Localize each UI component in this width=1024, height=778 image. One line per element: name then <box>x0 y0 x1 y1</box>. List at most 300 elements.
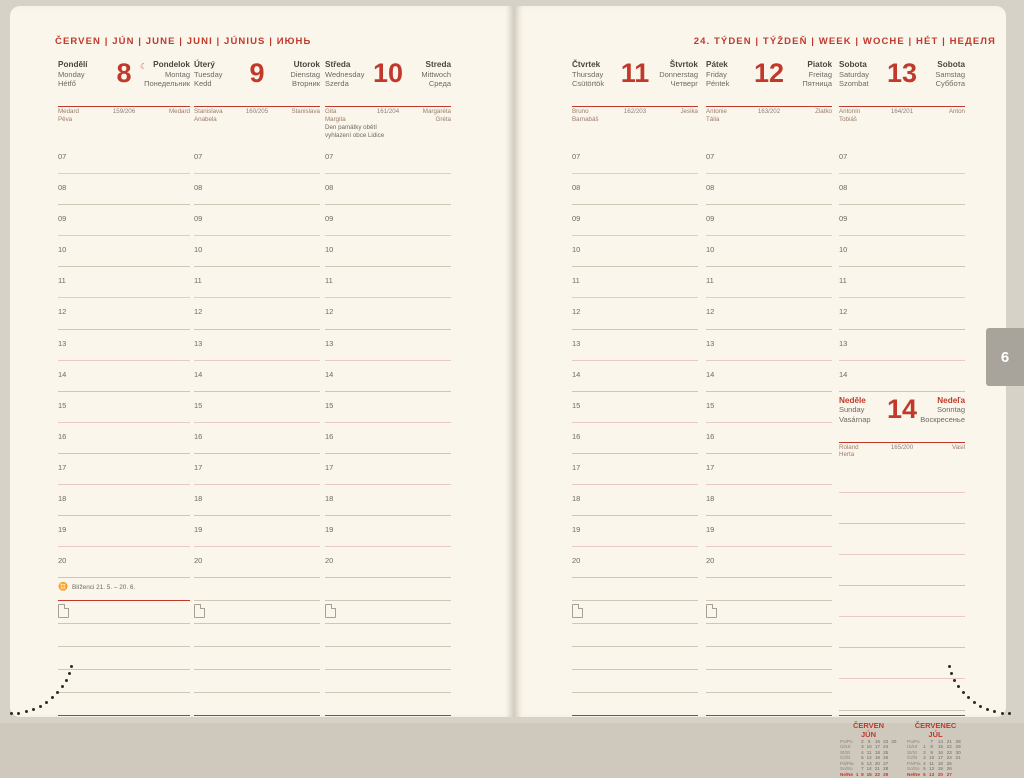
blank-row[interactable] <box>325 693 451 716</box>
hour-row[interactable] <box>572 205 698 236</box>
mini-calendar-cell <box>890 772 898 778</box>
notes-row[interactable] <box>325 601 451 624</box>
mini-calendar-cell: 5 <box>923 766 926 772</box>
nameday-row <box>839 107 965 124</box>
hour-label: 19 <box>572 525 581 535</box>
mini-calendar-cell: 27 <box>883 760 889 766</box>
hour-label: 17 <box>194 462 203 472</box>
hour-row[interactable] <box>572 516 698 547</box>
hour-row[interactable] <box>194 454 320 485</box>
hour-row[interactable] <box>572 423 698 454</box>
notes-row[interactable] <box>58 601 190 624</box>
hour-row[interactable] <box>706 330 832 361</box>
blank-row[interactable] <box>572 578 698 601</box>
hour-row[interactable] <box>194 205 320 236</box>
hour-row[interactable] <box>325 174 451 205</box>
hour-label: 10 <box>58 245 67 255</box>
mini-calendar-cell: 14 <box>937 738 943 744</box>
mini-calendar-cell: 6 <box>861 760 864 766</box>
hour-row[interactable] <box>572 174 698 205</box>
hour-lines <box>706 143 832 578</box>
hour-row[interactable] <box>325 205 451 236</box>
mini-calendar-cell: 7 <box>861 766 864 772</box>
day-names-right <box>290 60 320 89</box>
blank-row[interactable] <box>572 647 698 670</box>
hour-row[interactable] <box>58 392 190 423</box>
hour-label: 20 <box>325 556 334 566</box>
mini-calendar-daylabel: Pá/Pia <box>907 760 921 766</box>
mini-calendar-cell: 13 <box>866 760 872 766</box>
hour-row[interactable] <box>58 330 190 361</box>
day-name-en: Sunday <box>839 405 865 415</box>
blank-row[interactable] <box>58 624 190 647</box>
nameday-row <box>325 107 451 124</box>
day-names-right <box>935 60 965 89</box>
nameday-right-1: Anton <box>948 108 965 115</box>
hour-row[interactable] <box>194 423 320 454</box>
hour-label: 12 <box>325 307 334 317</box>
mini-calendar-cell: 12 <box>929 766 935 772</box>
hour-label: 11 <box>58 276 66 286</box>
hour-row[interactable] <box>706 298 832 329</box>
notes-row[interactable] <box>572 601 698 624</box>
nameday-left <box>839 444 859 459</box>
hour-row[interactable] <box>706 454 832 485</box>
hour-row[interactable] <box>58 298 190 329</box>
blank-row[interactable] <box>194 578 320 601</box>
mini-calendar-daylabel: Čt/Št <box>907 755 918 761</box>
hour-label: 18 <box>58 494 67 504</box>
mini-calendar-cell: 29 <box>955 744 961 750</box>
mini-calendar-daylabel: Čt/Št <box>840 755 851 761</box>
day-name-en: Saturday <box>839 69 870 79</box>
hour-row[interactable] <box>706 361 832 392</box>
day-header <box>325 60 451 104</box>
hour-label: 15 <box>58 400 67 410</box>
hour-row[interactable] <box>194 392 320 423</box>
day-number: 10 <box>372 58 404 88</box>
nameday-left-2: Margita <box>325 115 346 123</box>
month-tab[interactable]: 6 <box>986 328 1024 386</box>
day-names-right <box>421 60 451 89</box>
blank-row[interactable] <box>572 693 698 716</box>
hour-row[interactable] <box>58 485 190 516</box>
hour-label: 12 <box>706 307 715 317</box>
hour-label: 11 <box>194 276 202 286</box>
blank-row[interactable] <box>572 624 698 647</box>
hour-row[interactable] <box>325 236 451 267</box>
hour-label: 07 <box>839 152 848 161</box>
nameday-right <box>291 108 320 116</box>
blank-row[interactable] <box>839 555 965 586</box>
hour-row[interactable] <box>194 298 320 329</box>
hour-row[interactable] <box>572 485 698 516</box>
gemini-icon: ♊ <box>58 582 68 592</box>
hour-row[interactable] <box>58 516 190 547</box>
hour-row[interactable] <box>325 392 451 423</box>
corner-dot <box>68 672 71 675</box>
nameday-left <box>706 108 727 123</box>
mini-calendar-cell: 28 <box>883 766 889 772</box>
hour-row[interactable] <box>839 330 965 361</box>
blank-row[interactable] <box>706 670 832 693</box>
blank-row[interactable] <box>194 624 320 647</box>
mini-calendar-cell: 12 <box>866 755 872 761</box>
hour-row[interactable] <box>572 143 698 174</box>
blank-row[interactable] <box>194 647 320 670</box>
day-of-year: 161/204 <box>376 108 400 115</box>
note-icon <box>706 604 717 618</box>
hour-row[interactable] <box>572 298 698 329</box>
mini-calendar-cell: 1 <box>855 772 859 778</box>
nameday-left-2: Barnabáš <box>572 115 599 123</box>
blank-row[interactable] <box>325 578 451 601</box>
nameday-right-1: Jesika <box>680 108 698 115</box>
day-number: 13 <box>886 58 918 88</box>
hour-row[interactable] <box>194 236 320 267</box>
hour-label: 15 <box>706 400 715 410</box>
corner-dot <box>962 691 965 694</box>
day-names-left <box>839 396 871 425</box>
corner-dot <box>957 685 960 688</box>
day-column-tuesday <box>194 60 320 716</box>
hour-row[interactable] <box>194 143 320 174</box>
hour-row[interactable] <box>572 392 698 423</box>
mini-calendar-cell: 7 <box>930 738 933 744</box>
nameday-left-1: Roland <box>839 443 859 451</box>
hour-row[interactable] <box>58 174 190 205</box>
corner-dot <box>993 710 996 713</box>
mini-calendar-cell: 25 <box>946 760 952 766</box>
mini-calendar-cell: 18 <box>937 760 943 766</box>
day-name-sk: Streda <box>425 60 451 69</box>
day-number: 11 <box>620 58 650 88</box>
corner-dot <box>950 672 953 675</box>
mini-calendar-cell: 2 <box>923 749 926 755</box>
hour-row[interactable] <box>325 143 451 174</box>
mini-calendar-cell: 8 <box>861 772 864 778</box>
corner-dots-left <box>10 660 80 715</box>
mini-calendar-cell: 1 <box>923 744 926 750</box>
mini-calendars <box>839 715 965 778</box>
day-name-de: Donnerstag <box>659 69 698 79</box>
nameday-left-1: Antonín <box>839 108 861 115</box>
mini-calendar-cell: 20 <box>874 760 880 766</box>
blank-row[interactable] <box>706 578 832 601</box>
blank-row[interactable] <box>325 647 451 670</box>
corner-dot <box>25 710 28 713</box>
hour-row[interactable] <box>58 361 190 392</box>
book-gutter <box>506 6 522 717</box>
corner-dot <box>51 696 54 699</box>
hour-label: 12 <box>572 307 581 317</box>
hour-row[interactable] <box>58 236 190 267</box>
day-name-de: Mittwoch <box>421 69 451 79</box>
mini-calendar-cell: 28 <box>955 738 961 744</box>
hour-row[interactable] <box>839 174 965 205</box>
day-column-friday <box>706 60 832 716</box>
hour-label: 13 <box>839 338 848 348</box>
hour-label: 10 <box>325 245 334 255</box>
nameday-row <box>194 107 320 124</box>
hour-row[interactable] <box>839 143 965 174</box>
mini-calendar-daylabel: Út/Ut <box>840 744 851 750</box>
hour-label: 16 <box>706 431 715 441</box>
hour-label: 18 <box>706 494 715 504</box>
hour-label: 18 <box>572 494 581 504</box>
day-name-sk: Sobota <box>937 60 965 69</box>
hour-label: 09 <box>194 214 203 224</box>
hour-label: 10 <box>706 245 715 255</box>
hour-row[interactable] <box>706 236 832 267</box>
mini-calendar-cell: 31 <box>955 755 961 761</box>
mini-calendar-title-sk: JÚN <box>860 729 876 739</box>
hour-label: 20 <box>706 556 715 566</box>
hour-row[interactable] <box>58 547 190 578</box>
blank-row[interactable] <box>706 693 832 716</box>
hour-row[interactable] <box>325 298 451 329</box>
mini-calendar-cell: 14 <box>866 766 872 772</box>
hour-row[interactable] <box>194 330 320 361</box>
hour-row[interactable] <box>58 423 190 454</box>
hour-row[interactable] <box>194 547 320 578</box>
hour-row[interactable] <box>839 236 965 267</box>
hour-label: 16 <box>194 431 203 441</box>
day-name-hu: Vasárnap <box>839 414 871 424</box>
mini-calendar-cell: 6 <box>923 772 926 778</box>
hour-row[interactable] <box>58 267 190 298</box>
mini-calendar-cell: 10 <box>866 744 872 750</box>
corner-dot <box>979 705 982 708</box>
day-names-left <box>325 60 364 89</box>
day-name-sk: Nedeľa <box>937 395 965 405</box>
corner-dot <box>953 679 956 682</box>
hour-row[interactable] <box>194 361 320 392</box>
mini-calendar-cell: 15 <box>937 744 943 750</box>
blank-row[interactable] <box>839 586 965 617</box>
hour-row[interactable] <box>706 516 832 547</box>
hour-label: 17 <box>325 462 334 472</box>
holiday-note <box>839 124 965 141</box>
blank-row[interactable] <box>839 493 965 524</box>
hour-row[interactable] <box>194 485 320 516</box>
mini-calendar-title-cz: ČERVEN <box>852 720 885 730</box>
day-name-cz: Středa <box>325 60 351 69</box>
hour-label: 08 <box>325 183 334 193</box>
hour-row[interactable] <box>194 267 320 298</box>
holiday-note: Den památky obětí vyhlazení obce Lidice <box>325 124 385 139</box>
hour-label: 16 <box>58 431 67 441</box>
hour-label: 15 <box>194 400 203 410</box>
hour-label: 09 <box>706 214 715 224</box>
day-header <box>839 60 965 104</box>
day-name-hu: Szombat <box>839 79 869 88</box>
corner-dot <box>10 712 13 715</box>
left-page-header: ČERVEN | JÚN | JUNE | JUNI | JÚNIUS | ИЮНЬ <box>55 36 312 47</box>
hour-label: 15 <box>572 400 581 410</box>
day-names-right <box>659 60 698 89</box>
day-name-ru: Четверг <box>670 79 698 88</box>
hour-label: 17 <box>58 462 67 472</box>
day-name-hu: Hétfő <box>58 79 76 88</box>
hour-label: 07 <box>58 152 67 161</box>
blank-row[interactable] <box>839 462 965 493</box>
day-name-cz: Úterý <box>194 60 215 69</box>
hour-label: 19 <box>194 525 203 535</box>
day-name-ru: Воскресенье <box>920 414 965 424</box>
hour-row[interactable] <box>58 454 190 485</box>
blank-row[interactable] <box>325 670 451 693</box>
day-name-hu: Kedd <box>194 79 212 88</box>
hour-row[interactable] <box>572 330 698 361</box>
day-name-de: Freitag <box>808 69 832 79</box>
notes-row[interactable] <box>194 601 320 624</box>
day-name-sk: Utorok <box>293 60 320 69</box>
hour-row[interactable] <box>706 547 832 578</box>
day-name-de: Sonntag <box>937 405 965 415</box>
hour-label: 11 <box>706 276 714 286</box>
day-column-wednesday <box>325 60 451 716</box>
hour-label: 18 <box>194 494 203 504</box>
corner-dot <box>32 708 35 711</box>
day-header <box>58 60 190 104</box>
hour-row[interactable] <box>194 174 320 205</box>
nameday-left-2: Herta <box>839 451 855 459</box>
hour-label: 11 <box>572 276 580 286</box>
nameday-right <box>949 108 965 116</box>
day-name-en: Wednesday <box>325 69 365 79</box>
hour-row[interactable] <box>706 485 832 516</box>
corner-dot <box>45 701 48 704</box>
hour-row[interactable] <box>325 547 451 578</box>
hour-row[interactable] <box>325 361 451 392</box>
hour-row[interactable] <box>706 392 832 423</box>
note-icon <box>194 604 205 618</box>
mini-calendar-cell: 16 <box>874 738 880 744</box>
hour-row[interactable] <box>839 205 965 236</box>
hour-row[interactable] <box>706 267 832 298</box>
hour-row[interactable] <box>58 143 190 174</box>
day-name-ru: Пятница <box>802 79 832 88</box>
hour-label: 12 <box>194 307 203 317</box>
mini-calendar-title-sk: JÚL <box>928 729 943 739</box>
hour-label: 09 <box>325 214 334 224</box>
day-names-left <box>572 60 604 89</box>
day-name-cz: Pátek <box>706 60 728 69</box>
mini-calendar-cell: 16 <box>937 749 943 755</box>
notes-row[interactable] <box>706 601 832 624</box>
hour-row[interactable] <box>572 361 698 392</box>
hour-row[interactable] <box>706 143 832 174</box>
nameday-left-1: Antonie <box>706 108 727 115</box>
mini-calendar-daylabel: Po/Po <box>907 738 920 744</box>
hour-row[interactable] <box>325 267 451 298</box>
mini-calendar-daylabel: Ne/Ne <box>907 772 921 778</box>
hour-row[interactable] <box>325 330 451 361</box>
mini-calendar-cell: 11 <box>866 749 872 755</box>
hour-row[interactable] <box>572 547 698 578</box>
blank-row[interactable] <box>194 670 320 693</box>
blank-row[interactable] <box>706 647 832 670</box>
mini-calendar-cell: 27 <box>946 772 952 778</box>
corner-dot <box>65 679 68 682</box>
hour-lines <box>572 143 698 578</box>
mini-calendar-cell: 11 <box>929 760 934 766</box>
blank-row[interactable] <box>839 617 965 648</box>
hour-label: 14 <box>194 369 203 379</box>
hour-row[interactable] <box>325 423 451 454</box>
hour-row[interactable] <box>325 516 451 547</box>
holiday-note <box>572 124 698 141</box>
hour-row[interactable] <box>58 205 190 236</box>
hour-label: 09 <box>839 214 848 224</box>
day-name-cz: Čtvrtek <box>572 60 601 69</box>
hour-label: 19 <box>706 525 715 535</box>
note-icon <box>58 604 69 618</box>
hour-row[interactable] <box>839 267 965 298</box>
day-name-ru: Среда <box>428 79 451 88</box>
corner-dot <box>1008 712 1011 715</box>
day-name-hu: Péntek <box>706 79 730 88</box>
day-name-en: Thursday <box>572 69 604 79</box>
hour-row[interactable] <box>194 516 320 547</box>
blank-row[interactable] <box>572 670 698 693</box>
day-name-sk: Štvrtok <box>669 60 698 69</box>
hour-row[interactable] <box>572 454 698 485</box>
blank-row[interactable] <box>325 624 451 647</box>
mini-calendar-row <box>839 772 898 778</box>
mini-calendar-daylabel: Út/Ut <box>907 744 918 750</box>
day-number: 8 <box>116 58 132 88</box>
hour-label: 09 <box>58 214 67 224</box>
day-of-year: 162/203 <box>623 108 647 115</box>
hour-row[interactable] <box>706 174 832 205</box>
day-of-year: 159/206 <box>112 108 136 115</box>
hour-label: 20 <box>572 556 581 566</box>
hour-label: 09 <box>572 214 581 224</box>
day-names-right <box>802 60 832 89</box>
hour-row[interactable] <box>839 298 965 329</box>
day-names-right <box>144 60 190 89</box>
zodiac-note-row <box>58 578 190 601</box>
hour-row[interactable] <box>706 205 832 236</box>
mini-calendar-cell: 30 <box>891 738 897 744</box>
hour-label: 16 <box>572 431 581 441</box>
day-name-de: Montag <box>164 69 190 79</box>
mini-calendar-title-cz: ČERVENEC <box>914 720 957 730</box>
day-header <box>572 60 698 104</box>
nameday-left <box>839 108 860 123</box>
corner-dots-right <box>940 660 1010 715</box>
nameday-left-2: Tália <box>706 115 720 123</box>
hour-row[interactable] <box>572 236 698 267</box>
hour-row[interactable] <box>839 361 965 392</box>
blank-row[interactable] <box>706 624 832 647</box>
hour-row[interactable] <box>706 423 832 454</box>
hour-row[interactable] <box>325 454 451 485</box>
hour-row[interactable] <box>572 267 698 298</box>
note-icon <box>325 604 336 618</box>
day-names-left <box>706 60 729 89</box>
mini-calendar-row <box>906 772 965 778</box>
hour-label: 11 <box>839 276 847 286</box>
right-page-header: 24. TÝDEN | TÝŽDEŇ | WEEK | WOCHE | HÉT | НЕДЕЛЯ <box>693 36 996 47</box>
hour-label: 19 <box>325 525 334 535</box>
blank-row[interactable] <box>194 693 320 716</box>
hour-row[interactable] <box>325 485 451 516</box>
day-of-year: 165/200 <box>890 443 914 451</box>
blank-row[interactable] <box>839 524 965 555</box>
